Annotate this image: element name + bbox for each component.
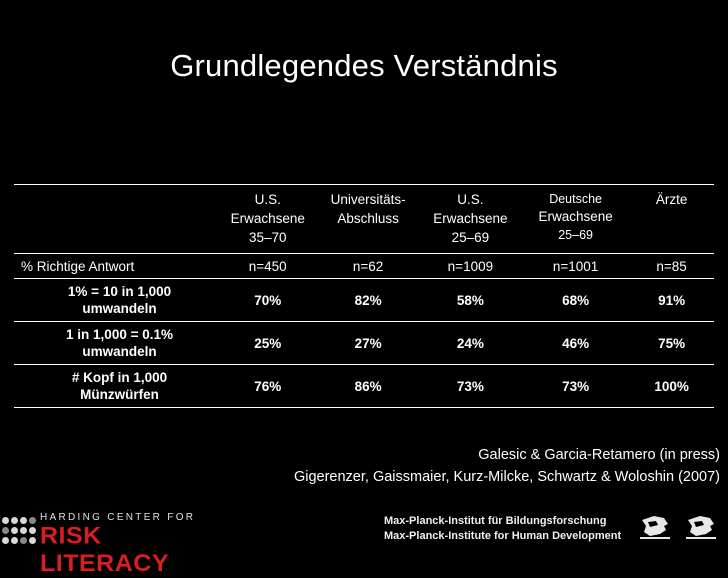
column-header-line: 25–69	[451, 230, 490, 245]
column-header-line: Universitäts-	[330, 192, 406, 207]
percent-cell: 75%	[629, 322, 714, 365]
row-label-line: umwandeln	[82, 344, 157, 359]
column-header-line: 35–70	[248, 230, 287, 245]
column-header-aerzte	[629, 185, 714, 254]
minerva-head-icon	[638, 512, 672, 542]
table-row	[14, 322, 714, 365]
percent-cell: 58%	[419, 279, 522, 322]
mpi-name-line: Max-Planck-Institut für Bildungsforschung	[384, 515, 607, 527]
percent-cell: 24%	[419, 322, 522, 365]
column-header-line: U.S.	[254, 192, 281, 207]
percent-cell: 73%	[522, 365, 629, 408]
percent-cell: 82%	[317, 279, 418, 322]
slide-title: Grundlegendes Verständnis	[170, 48, 558, 83]
dot-grid-icon	[2, 514, 36, 546]
column-header-line: Abschluss	[337, 211, 399, 226]
row-label	[14, 279, 218, 322]
row-label-line: Münzwürfen	[80, 387, 159, 402]
row-label-line: 1 in 1,000 = 0.1%	[66, 327, 173, 342]
row-label	[14, 322, 218, 365]
column-header-line: Erwachsene	[433, 211, 508, 226]
sample-size-cell: n=85	[629, 254, 714, 279]
percent-cell: 25%	[218, 322, 317, 365]
percent-cell: 73%	[419, 365, 522, 408]
column-header-line: Ärzte	[655, 192, 688, 207]
percent-cell: 70%	[218, 279, 317, 322]
table-row	[14, 279, 714, 322]
column-header-deutsche	[522, 185, 629, 254]
column-header-us-25-69	[419, 185, 522, 254]
header-empty-cell	[14, 185, 218, 254]
sample-size-cell: n=62	[317, 254, 418, 279]
harding-center-logo	[0, 508, 200, 577]
results-table	[14, 184, 714, 408]
column-header-universitaet	[317, 185, 418, 254]
row-label	[14, 365, 218, 408]
mpi-name-line: Max-Planck-Institute for Human Development	[384, 530, 622, 542]
column-header-line: 25–69	[558, 228, 593, 242]
table-header-row	[14, 185, 714, 254]
row-label-line: # Kopf in 1,000	[71, 370, 168, 385]
citation-line: Galesic & Garcia-Retamero (in press)	[478, 447, 720, 463]
sample-size-row	[14, 254, 714, 279]
sample-size-cell: n=1009	[419, 254, 522, 279]
table-row	[14, 365, 714, 408]
row-label-line: 1% = 10 in 1,000	[67, 284, 172, 299]
minerva-head-icon	[684, 512, 718, 542]
citations	[294, 444, 720, 488]
percent-cell: 91%	[629, 279, 714, 322]
column-header-line: Erwachsene	[538, 209, 613, 224]
column-header-line: Erwachsene	[230, 211, 305, 226]
percent-cell: 76%	[218, 365, 317, 408]
column-header-line: Deutsche	[549, 192, 603, 206]
percent-cell: 46%	[522, 322, 629, 365]
mpi-name	[384, 514, 621, 544]
risk-literacy-label: RISK LITERACY	[40, 522, 169, 577]
row-label-line: umwandeln	[82, 301, 157, 316]
harding-center-label: HARDING CENTER FOR	[40, 512, 196, 523]
column-header-line: U.S.	[457, 192, 484, 207]
row-label: % Richtige Antwort	[14, 254, 218, 279]
sample-size-cell: n=450	[218, 254, 317, 279]
citation-line: Gigerenzer, Gaissmaier, Kurz-Milcke, Schwartz & Woloshin (2007)	[293, 469, 720, 485]
percent-cell: 100%	[629, 365, 714, 408]
percent-cell: 86%	[317, 365, 418, 408]
column-header-us-35-70	[218, 185, 317, 254]
percent-cell: 68%	[522, 279, 629, 322]
percent-cell: 27%	[317, 322, 418, 365]
sample-size-cell: n=1001	[522, 254, 629, 279]
